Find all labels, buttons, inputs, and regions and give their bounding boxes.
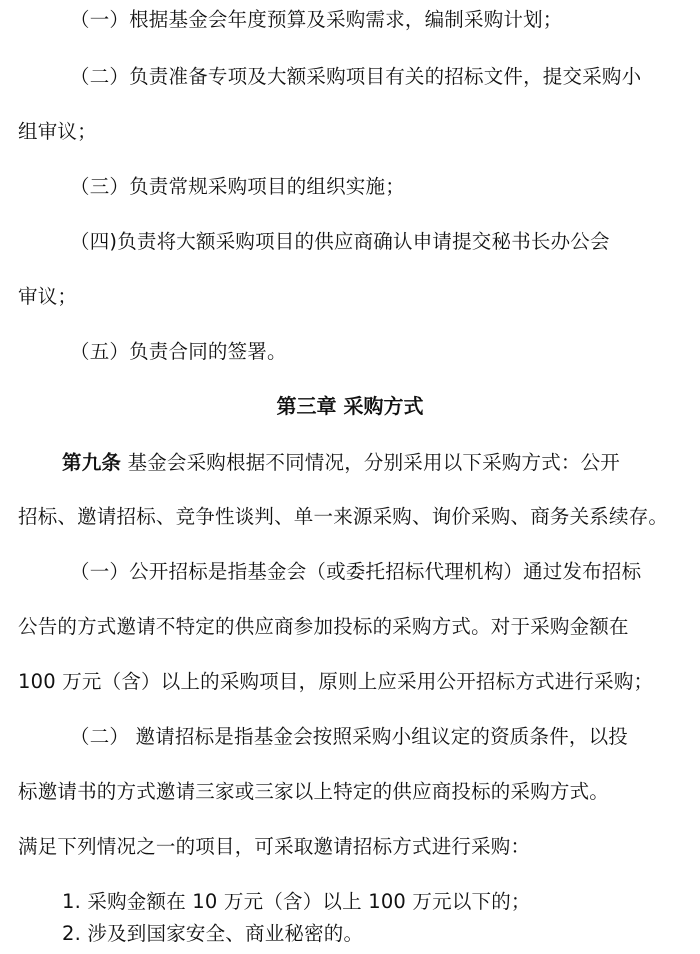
text-line-1: （一）根据基金会年度预算及采购需求，编制采购计划； [70,8,563,31]
text-line-5: （四)负责将大额采购项目的供应商确认申请提交秘书长办公会 [70,230,610,253]
list-item-2: 2. 涉及到国家安全、商业秘密的。 [62,922,364,945]
text-line-7: （五）负责合同的签署。 [70,340,287,363]
article-9-line-2: 招标、邀请招标、竞争性谈判、单一来源采购、询价采购、商务关系续存。 [18,505,669,528]
article-9-line-1 [62,449,620,477]
article-9-text-1: 基金会采购根据不同情况，分别采用以下采购方式：公开 [121,451,621,474]
chapter-title: 第三章 采购方式 [276,394,424,418]
text-line-2: （二）负责准备专项及大额采购项目有关的招标文件，提交采购小 [70,65,642,88]
text-line-4: （三）负责常规采购项目的组织实施； [70,175,405,198]
paragraph-line-6: 满足下列情况之一的项目，可采取邀请招标方式进行采购： [18,835,531,858]
paragraph-line-3: 100 万元（含）以上的采购项目，原则上应采用公开招标方式进行采购； [18,670,654,693]
paragraph-line-5: 标邀请书的方式邀请三家或三家以上特定的供应商投标的采购方式。 [18,780,610,803]
article-9-label: 第九条 [62,451,122,474]
text-line-3: 组审议； [18,120,97,143]
list-item-1: 1. 采购金额在 10 万元（含）以上 100 万元以下的； [62,890,531,913]
paragraph-line-4: （二） 邀请招标是指基金会按照采购小组议定的资质条件，以投 [70,725,628,748]
text-line-6: 审议； [18,285,78,308]
paragraph-line-1: （一）公开招标是指基金会（或委托招标代理机构）通过发布招标 [70,560,642,583]
paragraph-line-2: 公告的方式邀请不特定的供应商参加投标的采购方式。对于采购金额在 [18,615,629,638]
